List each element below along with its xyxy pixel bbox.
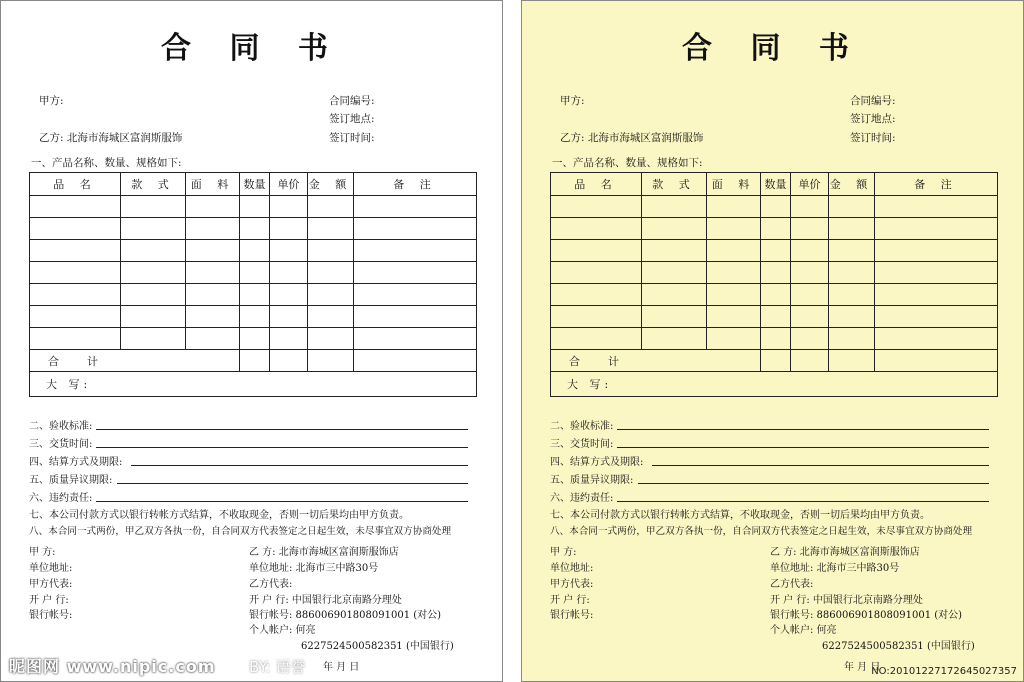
- underline: [617, 501, 989, 502]
- contract-sheet-white: [0, 0, 503, 682]
- underline: [617, 429, 989, 430]
- underline: [617, 447, 989, 448]
- table-row: [30, 218, 477, 240]
- date-line: 年 月 日: [844, 662, 881, 673]
- underline: [96, 501, 468, 502]
- table-row: [551, 262, 998, 284]
- clause-3: 三、交货时间:: [550, 439, 614, 450]
- party-a-bank-label: 开 户 行:: [550, 595, 590, 606]
- sign-time-label: 签订时间:: [850, 132, 896, 144]
- watermark-logo: 昵图网 www.nipic.com: [9, 657, 216, 676]
- clause-6: 六、违约责任:: [29, 493, 93, 504]
- col-header: 数量: [761, 173, 791, 196]
- party-b-personal-account: 个人帐户: 何亮: [770, 625, 837, 636]
- underline: [117, 483, 468, 484]
- watermark-author: BY: 语誉: [249, 658, 306, 676]
- party-b-bank: 开 户 行: 中国银行北京南路分理处: [770, 595, 923, 606]
- party-a-label: 甲方:: [560, 95, 585, 107]
- col-header: 面 料: [707, 173, 761, 196]
- date-line: 年 月 日: [323, 662, 360, 673]
- col-header: 面 料: [186, 173, 240, 196]
- table-daxie-row: [551, 372, 998, 397]
- underline: [638, 483, 989, 484]
- table-row: [551, 218, 998, 240]
- party-a-account-label: 银行帐号:: [550, 610, 594, 621]
- col-header: 单价: [270, 173, 308, 196]
- page-title: 合 同 书: [161, 31, 342, 66]
- party-a-bank-label: 开 户 行:: [29, 595, 69, 606]
- clause-4: 四、结算方式及期限:: [550, 457, 644, 468]
- col-header: 备 注: [875, 173, 998, 196]
- party-b-address: 单位地址: 北海市三中路30号: [770, 563, 900, 574]
- col-header: 备 注: [354, 173, 477, 196]
- table-total-row: [30, 350, 477, 372]
- clause-8: 八、本合同一式两份，甲乙双方各执一份，自合同双方代表签定之日起生效，未尽事宜双方协商处理: [550, 526, 973, 537]
- table-total-row: [551, 350, 998, 372]
- col-header: 单价: [791, 173, 829, 196]
- table-row: [30, 262, 477, 284]
- party-b-account: 银行帐号: 886006901808091001 (对公): [770, 610, 963, 621]
- table-daxie-row: [30, 372, 477, 397]
- contract-number-label: 合同编号:: [329, 95, 375, 107]
- page-title: 合 同 书: [682, 31, 863, 66]
- party-b-rep: 乙方代表:: [770, 579, 814, 590]
- clause-7: 七、本公司付款方式以银行转帐方式结算，不收取现金，否则一切后果均由甲方负责。: [550, 510, 930, 521]
- section-1-heading: 一、产品名称、数量、规格如下:: [31, 157, 182, 169]
- col-header: 款 式: [121, 173, 186, 196]
- sign-place-label: 签订地点:: [329, 113, 375, 125]
- total-label: 合计: [30, 350, 240, 372]
- underline: [131, 465, 468, 466]
- clause-5: 五、质量异议期限:: [550, 475, 634, 486]
- party-b-name: 乙 方: 北海市海城区富润斯服饰店: [249, 547, 399, 558]
- col-header: 金 额: [308, 173, 354, 196]
- table-row: [551, 306, 998, 328]
- party-b-name: 乙 方: 北海市海城区富润斯服饰店: [770, 547, 920, 558]
- table-row: [30, 328, 477, 350]
- table-row: [551, 240, 998, 262]
- clause-2: 二、验收标准:: [550, 421, 614, 432]
- sign-place-label: 签订地点:: [850, 113, 896, 125]
- party-a-rep-label: 甲方代表:: [29, 579, 73, 590]
- contract-number-label: 合同编号:: [850, 95, 896, 107]
- product-table: [29, 172, 477, 397]
- table-row: [30, 240, 477, 262]
- underline: [96, 429, 468, 430]
- col-header: 金 额: [829, 173, 875, 196]
- clause-8: 八、本合同一式两份，甲乙双方各执一份，自合同双方代表签定之日起生效，未尽事宜双方协商处理: [29, 526, 452, 537]
- total-label: 合计: [551, 350, 761, 372]
- party-b-personal-account: 个人帐户: 何亮: [249, 625, 316, 636]
- table-row: [551, 284, 998, 306]
- clause-2: 二、验收标准:: [29, 421, 93, 432]
- party-b-label: 乙方: 北海市海城区富润斯服饰: [560, 132, 704, 144]
- party-a-address-label: 单位地址:: [29, 563, 73, 574]
- party-a-account-label: 银行帐号:: [29, 610, 73, 621]
- clause-5: 五、质量异议期限:: [29, 475, 113, 486]
- underline: [96, 447, 468, 448]
- clause-3: 三、交货时间:: [29, 439, 93, 450]
- table-row: [30, 196, 477, 218]
- table-row: [551, 328, 998, 350]
- party-b-address: 单位地址: 北海市三中路30号: [249, 563, 379, 574]
- table-header-row: [551, 173, 998, 196]
- section-1-heading: 一、产品名称、数量、规格如下:: [552, 157, 703, 169]
- table-header-row: [30, 173, 477, 196]
- underline: [652, 465, 989, 466]
- party-b-bank: 开 户 行: 中国银行北京南路分理处: [249, 595, 402, 606]
- party-b-personal-card: 6227524500582351 (中国银行): [301, 641, 454, 652]
- party-a-label: 甲方:: [39, 95, 64, 107]
- party-b-account: 银行帐号: 886006901808091001 (对公): [249, 610, 442, 621]
- sign-time-label: 签订时间:: [329, 132, 375, 144]
- party-a-address-label: 单位地址:: [550, 563, 594, 574]
- col-header: 品 名: [30, 173, 121, 196]
- col-header: 款 式: [642, 173, 707, 196]
- party-a-name-label: 甲 方:: [29, 547, 56, 558]
- party-a-rep-label: 甲方代表:: [550, 579, 594, 590]
- clause-7: 七、本公司付款方式以银行转帐方式结算，不收取现金，否则一切后果均由甲方负责。: [29, 510, 409, 521]
- clause-4: 四、结算方式及期限:: [29, 457, 123, 468]
- contract-sheet-yellow: [521, 0, 1024, 682]
- party-b-rep: 乙方代表:: [249, 579, 293, 590]
- table-row: [30, 284, 477, 306]
- daxie-label: 大 写:: [551, 372, 998, 397]
- clause-6: 六、违约责任:: [550, 493, 614, 504]
- table-row: [551, 196, 998, 218]
- serial-number: NO:20101227172645027357: [871, 666, 1017, 677]
- table-row: [30, 306, 477, 328]
- daxie-label: 大 写:: [30, 372, 477, 397]
- col-header: 数量: [240, 173, 270, 196]
- product-table: [550, 172, 998, 397]
- col-header: 品 名: [551, 173, 642, 196]
- party-a-name-label: 甲 方:: [550, 547, 577, 558]
- party-b-personal-card: 6227524500582351 (中国银行): [822, 641, 975, 652]
- party-b-label: 乙方: 北海市海城区富润斯服饰: [39, 132, 183, 144]
